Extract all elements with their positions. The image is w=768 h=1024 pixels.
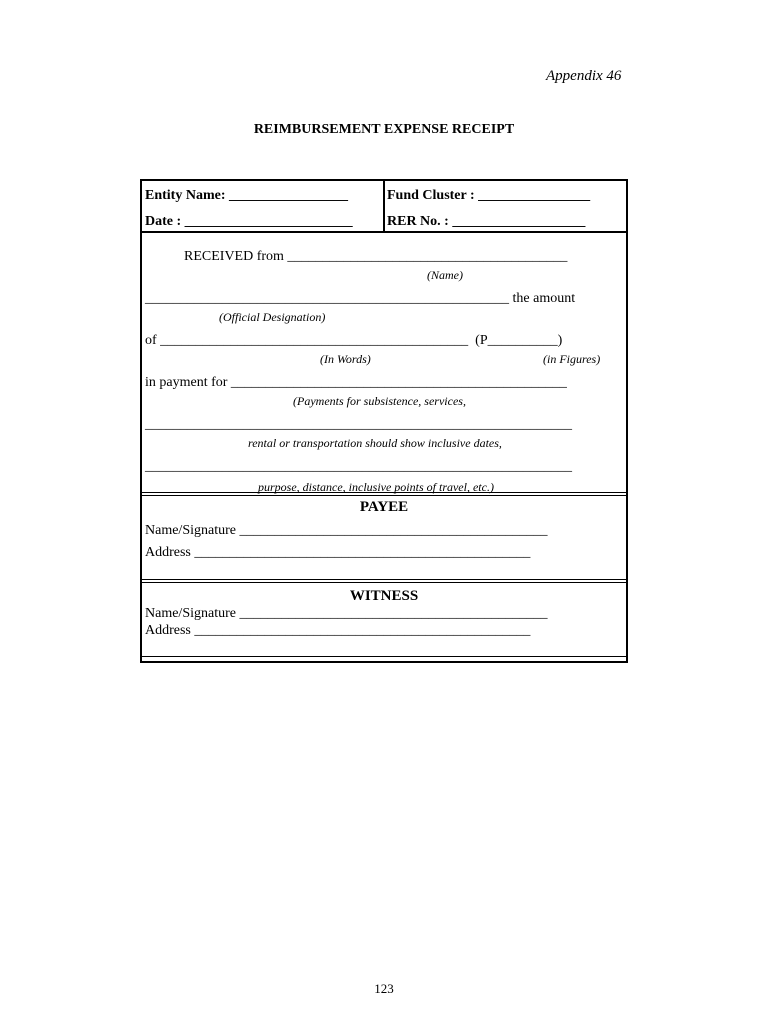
rental-caption: rental or transportation should show inclusive dates,	[248, 436, 502, 450]
witness-separator-bottom	[142, 582, 626, 583]
header-divider	[383, 181, 385, 231]
header-separator	[142, 231, 626, 233]
payments-caption: (Payments for subsistence, services,	[293, 394, 466, 408]
page-number: 123	[374, 981, 394, 996]
witness-heading: WITNESS	[349, 588, 419, 604]
payee-address-field[interactable]: Address ________________________________________________	[145, 545, 531, 560]
purpose-caption: purpose, distance, inclusive points of travel, etc.)	[258, 480, 494, 494]
date-field[interactable]: Date : ________________________	[145, 214, 353, 229]
official-designation-field[interactable]: ____________________________________________________ the amount	[145, 291, 576, 306]
page-title: REIMBURSEMENT EXPENSE RECEIPT	[253, 122, 515, 137]
receipt-form	[140, 179, 628, 663]
in-words-caption: (In Words)	[320, 352, 371, 366]
appendix-label: Appendix 46	[546, 68, 622, 84]
witness-separator-top	[142, 579, 626, 580]
payee-signature-field[interactable]: Name/Signature ____________________________________________	[145, 523, 548, 538]
designation-caption: (Official Designation)	[219, 310, 326, 324]
name-caption: (Name)	[427, 268, 463, 282]
entity-name-field[interactable]: Entity Name: _________________	[145, 188, 348, 203]
form-bottom-rule	[142, 656, 626, 657]
fund-cluster-field[interactable]: Fund Cluster : ________________	[387, 188, 591, 203]
payment-details-line-2[interactable]: _____________________________________________________________	[145, 459, 572, 474]
payee-separator-bottom	[142, 495, 626, 496]
witness-address-field[interactable]: Address ________________________________________________	[145, 623, 531, 638]
payment-for-field[interactable]: in payment for ________________________________________________	[145, 375, 567, 390]
payee-heading: PAYEE	[359, 499, 409, 515]
amount-field[interactable]: of ____________________________________________ (P__________)	[145, 333, 563, 348]
witness-signature-field[interactable]: Name/Signature ____________________________________________	[145, 606, 548, 621]
payment-details-line-1[interactable]: _____________________________________________________________	[145, 417, 572, 432]
in-figures-caption: (in Figures)	[543, 352, 601, 366]
rer-no-field[interactable]: RER No. : ___________________	[387, 214, 586, 229]
payee-separator-top	[142, 492, 626, 493]
received-from-field[interactable]: RECEIVED from ________________________________________	[184, 249, 568, 264]
